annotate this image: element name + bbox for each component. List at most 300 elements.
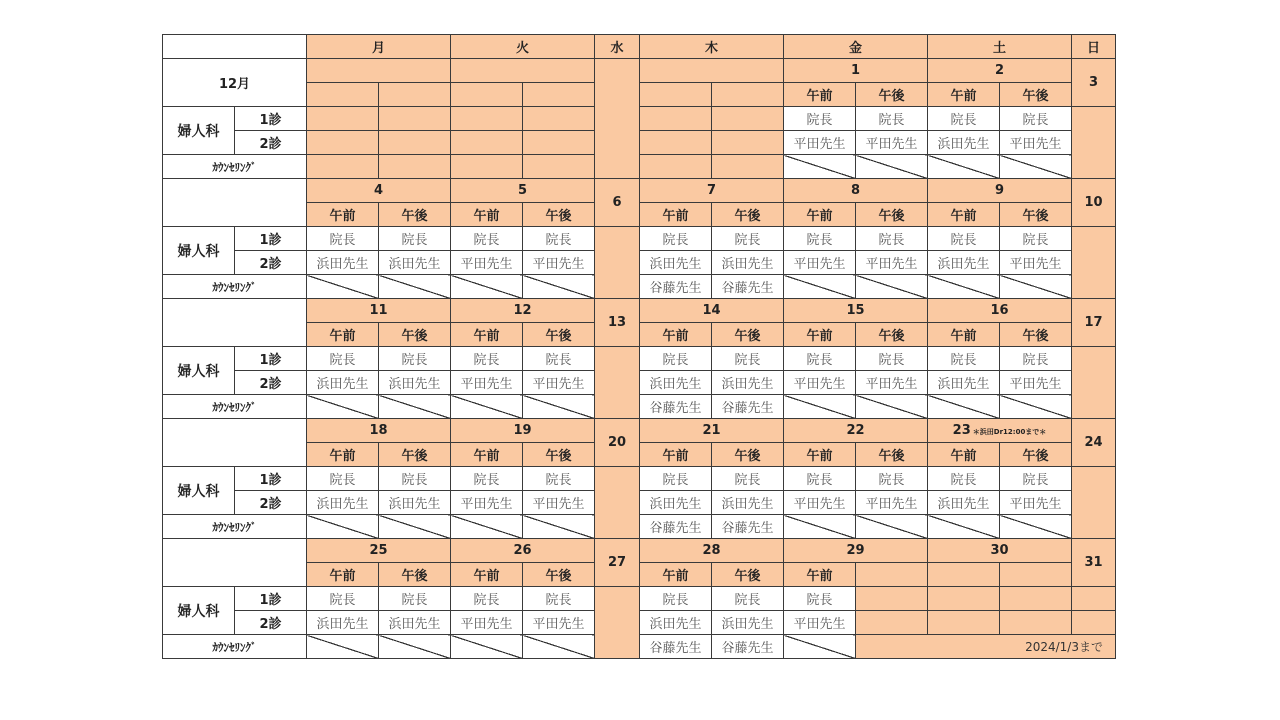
slot-empty (451, 131, 523, 155)
counseling-label: ｶｳﾝｾﾘﾝｸﾞ (163, 515, 307, 539)
slot-empty (928, 563, 1000, 587)
week3-shift2-row (163, 371, 1116, 395)
am-label: 午前 (640, 323, 712, 347)
slot-empty (640, 83, 712, 107)
doctor-cell: 院長 (523, 227, 595, 251)
counseling-label: ｶｳﾝｾﾘﾝｸﾞ (163, 395, 307, 419)
sunday-closed (1072, 587, 1116, 611)
date-cell: 25 (307, 539, 451, 563)
doctor-cell: 院長 (784, 347, 856, 371)
week4-counseling-row (163, 515, 1116, 539)
doctor-cell: 院長 (307, 347, 379, 371)
doctor-cell: 浜田先生 (307, 491, 379, 515)
am-label: 午前 (451, 443, 523, 467)
dept-label: 婦人科 (163, 107, 235, 155)
week5-shift1-row (163, 587, 1116, 611)
no-counseling-slot (307, 635, 379, 659)
corner-cell (163, 35, 307, 59)
doctor-cell: 平田先生 (1000, 131, 1072, 155)
doctor-cell: 院長 (640, 227, 712, 251)
doctor-cell: 院長 (928, 347, 1000, 371)
doctor-cell: 院長 (307, 587, 379, 611)
slot-empty (712, 107, 784, 131)
doctor-cell: 平田先生 (523, 491, 595, 515)
doctor-cell: 浜田先生 (928, 131, 1000, 155)
week3-counseling-row (163, 395, 1116, 419)
no-counseling-slot (451, 395, 523, 419)
no-counseling-slot (784, 155, 856, 179)
doctor-cell: 浜田先生 (928, 251, 1000, 275)
am-label: 午前 (640, 203, 712, 227)
no-counseling-slot (856, 395, 928, 419)
am-label: 午前 (784, 203, 856, 227)
slot-empty (1000, 587, 1072, 611)
doctor-cell: 平田先生 (1000, 251, 1072, 275)
dept-label: 婦人科 (163, 467, 235, 515)
week2-counseling-row (163, 275, 1116, 299)
slot-empty (523, 155, 595, 179)
doctor-cell: 浜田先生 (379, 491, 451, 515)
doctor-cell: 平田先生 (1000, 371, 1072, 395)
doctor-cell: 平田先生 (784, 251, 856, 275)
slot-empty (379, 131, 451, 155)
date-cell: 26 (451, 539, 595, 563)
slot-empty (307, 155, 379, 179)
pm-label: 午後 (712, 203, 784, 227)
date-cell: 8 (784, 179, 928, 203)
no-counseling-slot (928, 395, 1000, 419)
week4-shift2-row (163, 491, 1116, 515)
no-counseling-slot (523, 515, 595, 539)
holiday-until-note: 2024/1/3まで (856, 635, 1116, 659)
slot-empty (523, 83, 595, 107)
doctor-cell: 院長 (379, 467, 451, 491)
doctor-cell: 平田先生 (523, 371, 595, 395)
sunday-closed (1072, 611, 1116, 635)
pm-label: 午後 (523, 443, 595, 467)
no-counseling-slot (928, 275, 1000, 299)
month-label: 12月 (163, 59, 307, 107)
no-counseling-slot (307, 275, 379, 299)
slot-empty (523, 107, 595, 131)
pm-label: 午後 (379, 323, 451, 347)
date-cell-empty (451, 59, 595, 83)
doctor-cell: 院長 (307, 227, 379, 251)
doctor-cell: 浜田先生 (640, 251, 712, 275)
pm-label: 午後 (712, 563, 784, 587)
date-number: 23 (952, 423, 971, 438)
slot-empty (928, 611, 1000, 635)
weekday-sat: 土 (928, 35, 1072, 59)
slot-empty (307, 131, 379, 155)
week4-date-row (163, 419, 1116, 443)
week4-shift1-row (163, 467, 1116, 491)
week3-date-row (163, 299, 1116, 323)
date-cell: 28 (640, 539, 784, 563)
doctor-cell: 平田先生 (1000, 491, 1072, 515)
weekday-mon: 月 (307, 35, 451, 59)
no-counseling-slot (928, 155, 1000, 179)
slot-empty (379, 155, 451, 179)
doctor-cell: 院長 (784, 227, 856, 251)
am-label: 午前 (784, 563, 856, 587)
wednesday-closed (595, 587, 640, 659)
doctor-cell: 院長 (928, 227, 1000, 251)
date-cell: 5 (451, 179, 595, 203)
doctor-cell: 平田先生 (784, 491, 856, 515)
counseling-label: ｶｳﾝｾﾘﾝｸﾞ (163, 275, 307, 299)
no-counseling-slot (379, 395, 451, 419)
pm-label: 午後 (1000, 323, 1072, 347)
am-label: 午前 (928, 323, 1000, 347)
sunday-closed (1072, 347, 1116, 419)
doctor-cell: 院長 (928, 107, 1000, 131)
no-counseling-slot (379, 635, 451, 659)
doctor-cell: 院長 (1000, 467, 1072, 491)
pm-label: 午後 (1000, 203, 1072, 227)
am-label: 午前 (784, 323, 856, 347)
shift2-label: 2診 (235, 491, 307, 515)
week5-counseling-row (163, 635, 1116, 659)
doctor-cell: 浜田先生 (307, 251, 379, 275)
doctor-cell: 浜田先生 (640, 371, 712, 395)
date-cell: 22 (784, 419, 928, 443)
no-counseling-slot (451, 275, 523, 299)
shift2-label: 2診 (235, 371, 307, 395)
no-counseling-slot (1000, 275, 1072, 299)
am-label: 午前 (928, 443, 1000, 467)
week3-shift1-row (163, 347, 1116, 371)
week-spacer (163, 299, 307, 347)
doctor-cell: 院長 (712, 347, 784, 371)
pm-label: 午後 (856, 323, 928, 347)
pm-label: 午後 (523, 323, 595, 347)
doctor-cell: 谷藤先生 (712, 515, 784, 539)
shift1-label: 1診 (235, 107, 307, 131)
am-label: 午前 (451, 203, 523, 227)
pm-label: 午後 (379, 203, 451, 227)
no-counseling-slot (784, 275, 856, 299)
shift2-label: 2診 (235, 251, 307, 275)
no-counseling-slot (784, 515, 856, 539)
wednesday-date-cell: 20 (595, 419, 640, 467)
counseling-label: ｶｳﾝｾﾘﾝｸﾞ (163, 155, 307, 179)
am-label: 午前 (640, 563, 712, 587)
wednesday-date-cell: 27 (595, 539, 640, 587)
no-counseling-slot (523, 395, 595, 419)
am-label: 午前 (928, 83, 1000, 107)
doctor-cell: 平田先生 (856, 131, 928, 155)
week1-counseling-row (163, 155, 1116, 179)
doctor-cell: 浜田先生 (379, 611, 451, 635)
wednesday-closed (595, 467, 640, 539)
week5-shift2-row (163, 611, 1116, 635)
week1-shift2-row (163, 131, 1116, 155)
pm-label: 午後 (712, 323, 784, 347)
doctor-cell: 平田先生 (856, 251, 928, 275)
doctor-cell: 院長 (784, 587, 856, 611)
slot-empty (451, 107, 523, 131)
am-label: 午前 (784, 443, 856, 467)
slot-empty (307, 107, 379, 131)
date-cell: 18 (307, 419, 451, 443)
slot-empty (712, 131, 784, 155)
date-cell: 14 (640, 299, 784, 323)
weekday-header-row (163, 35, 1116, 59)
no-counseling-slot (784, 635, 856, 659)
am-label: 午前 (307, 323, 379, 347)
dept-label: 婦人科 (163, 227, 235, 275)
doctor-cell: 平田先生 (784, 611, 856, 635)
doctor-cell: 平田先生 (784, 371, 856, 395)
weekday-fri: 金 (784, 35, 928, 59)
pm-label: 午後 (379, 443, 451, 467)
slot-empty (379, 83, 451, 107)
no-counseling-slot (307, 515, 379, 539)
doctor-cell: 浜田先生 (712, 491, 784, 515)
sunday-closed (1072, 227, 1116, 299)
pm-label: 午後 (379, 563, 451, 587)
doctor-cell: 浜田先生 (379, 371, 451, 395)
no-counseling-slot (379, 275, 451, 299)
week5-date-row (163, 539, 1116, 563)
doctor-cell: 浜田先生 (307, 611, 379, 635)
doctor-cell: 院長 (1000, 347, 1072, 371)
week-spacer (163, 179, 307, 227)
week1-shift1-row (163, 107, 1116, 131)
slot-empty (640, 155, 712, 179)
am-label: 午前 (307, 203, 379, 227)
slot-empty (1000, 563, 1072, 587)
doctor-cell: 院長 (1000, 227, 1072, 251)
doctor-cell: 院長 (712, 227, 784, 251)
slot-empty (856, 611, 928, 635)
sunday-date-cell: 31 (1072, 539, 1116, 587)
date-cell: 9 (928, 179, 1072, 203)
doctor-cell: 浜田先生 (928, 491, 1000, 515)
doctor-cell: 院長 (451, 587, 523, 611)
no-counseling-slot (451, 515, 523, 539)
doctor-cell: 院長 (379, 227, 451, 251)
doctor-cell: 浜田先生 (640, 611, 712, 635)
weekday-sun: 日 (1072, 35, 1116, 59)
pm-label: 午後 (856, 443, 928, 467)
doctor-cell: 院長 (856, 467, 928, 491)
doctor-cell: 院長 (640, 347, 712, 371)
date-cell: 7 (640, 179, 784, 203)
pm-label: 午後 (1000, 83, 1072, 107)
slot-empty (856, 563, 928, 587)
slot-empty (712, 83, 784, 107)
pm-label: 午後 (856, 203, 928, 227)
doctor-cell: 院長 (523, 467, 595, 491)
no-counseling-slot (928, 515, 1000, 539)
pm-label: 午後 (712, 443, 784, 467)
sunday-closed (1072, 467, 1116, 539)
doctor-cell: 平田先生 (451, 611, 523, 635)
doctor-cell: 谷藤先生 (640, 515, 712, 539)
doctor-cell: 浜田先生 (928, 371, 1000, 395)
date-cell-empty (307, 59, 451, 83)
doctor-cell: 院長 (523, 587, 595, 611)
date-cell: 12 (451, 299, 595, 323)
slot-empty (307, 83, 379, 107)
date-cell: 19 (451, 419, 595, 443)
sunday-date-cell: 17 (1072, 299, 1116, 347)
am-label: 午前 (307, 443, 379, 467)
no-counseling-slot (523, 635, 595, 659)
slot-empty (856, 587, 928, 611)
date-cell: 1 (784, 59, 928, 83)
am-label: 午前 (307, 563, 379, 587)
slot-empty (451, 155, 523, 179)
date-cell: 2 (928, 59, 1072, 83)
doctor-cell: 院長 (640, 467, 712, 491)
shift2-label: 2診 (235, 611, 307, 635)
weekday-thu: 木 (640, 35, 784, 59)
slot-empty (640, 107, 712, 131)
doctor-cell: 院長 (523, 347, 595, 371)
doctor-cell: 平田先生 (856, 491, 928, 515)
slot-empty (928, 587, 1000, 611)
date-cell-empty (640, 59, 784, 83)
slot-empty (1000, 611, 1072, 635)
week2-shift2-row (163, 251, 1116, 275)
am-label: 午前 (640, 443, 712, 467)
december-schedule-table (162, 34, 1116, 659)
date-cell: 4 (307, 179, 451, 203)
no-counseling-slot (1000, 155, 1072, 179)
slot-empty (712, 155, 784, 179)
wednesday-closed (595, 227, 640, 299)
no-counseling-slot (379, 515, 451, 539)
doctor-cell: 院長 (712, 467, 784, 491)
doctor-cell: 浜田先生 (712, 251, 784, 275)
date-cell: 16 (928, 299, 1072, 323)
doctor-cell: 院長 (712, 587, 784, 611)
doctor-cell: 浜田先生 (712, 611, 784, 635)
sunday-date-cell: 10 (1072, 179, 1116, 227)
doctor-cell: 院長 (640, 587, 712, 611)
shift1-label: 1診 (235, 347, 307, 371)
doctor-cell: 浜田先生 (712, 371, 784, 395)
no-counseling-slot (1000, 395, 1072, 419)
slot-empty (523, 131, 595, 155)
shift1-label: 1診 (235, 587, 307, 611)
wed-column-week1 (595, 59, 640, 179)
week2-date-row (163, 179, 1116, 203)
doctor-cell: 院長 (379, 347, 451, 371)
am-label: 午前 (784, 83, 856, 107)
wednesday-date-cell: 6 (595, 179, 640, 227)
date-cell: 15 (784, 299, 928, 323)
doctor-cell: 院長 (928, 467, 1000, 491)
date-cell: 30 (928, 539, 1072, 563)
dept-label: 婦人科 (163, 587, 235, 635)
no-counseling-slot (307, 395, 379, 419)
am-label: 午前 (451, 563, 523, 587)
doctor-cell: 平田先生 (451, 371, 523, 395)
doctor-cell: 浜田先生 (379, 251, 451, 275)
week2-shift1-row (163, 227, 1116, 251)
date-cell: 11 (307, 299, 451, 323)
no-counseling-slot (856, 155, 928, 179)
pm-label: 午後 (523, 563, 595, 587)
slot-empty (451, 83, 523, 107)
doctor-cell: 院長 (784, 107, 856, 131)
week-spacer (163, 419, 307, 467)
doctor-cell: 院長 (451, 467, 523, 491)
doctor-cell: 谷藤先生 (712, 635, 784, 659)
doctor-cell: 院長 (307, 467, 379, 491)
doctor-cell: 谷藤先生 (712, 275, 784, 299)
doctor-cell: 院長 (784, 467, 856, 491)
sunday-closed (1072, 107, 1116, 179)
no-counseling-slot (784, 395, 856, 419)
doctor-cell: 院長 (1000, 107, 1072, 131)
doctor-cell: 平田先生 (451, 251, 523, 275)
pm-label: 午後 (856, 83, 928, 107)
pm-label: 午後 (1000, 443, 1072, 467)
sunday-date-cell: 3 (1072, 59, 1116, 107)
doctor-cell: 院長 (856, 107, 928, 131)
am-label: 午前 (451, 323, 523, 347)
am-label: 午前 (928, 203, 1000, 227)
slot-empty (379, 107, 451, 131)
dept-label: 婦人科 (163, 347, 235, 395)
wednesday-closed (595, 347, 640, 419)
no-counseling-slot (1000, 515, 1072, 539)
doctor-cell: 谷藤先生 (640, 395, 712, 419)
week1-date-row (163, 59, 1116, 83)
no-counseling-slot (856, 275, 928, 299)
shift1-label: 1診 (235, 227, 307, 251)
doctor-cell: 院長 (856, 347, 928, 371)
date-cell: 29 (784, 539, 928, 563)
date-cell-with-memo (928, 419, 1072, 443)
wednesday-date-cell: 13 (595, 299, 640, 347)
doctor-cell: 平田先生 (856, 371, 928, 395)
doctor-cell: 浜田先生 (307, 371, 379, 395)
doctor-cell: 院長 (451, 347, 523, 371)
no-counseling-slot (856, 515, 928, 539)
slot-empty (640, 131, 712, 155)
doctor-cell: 院長 (451, 227, 523, 251)
doctor-cell: 平田先生 (784, 131, 856, 155)
no-counseling-slot (523, 275, 595, 299)
doctor-cell: 平田先生 (451, 491, 523, 515)
pm-label: 午後 (523, 203, 595, 227)
doctor-cell: 院長 (856, 227, 928, 251)
week-spacer (163, 539, 307, 587)
counseling-label: ｶｳﾝｾﾘﾝｸﾞ (163, 635, 307, 659)
shift2-label: 2診 (235, 131, 307, 155)
date-cell: 21 (640, 419, 784, 443)
doctor-cell: 谷藤先生 (640, 635, 712, 659)
doctor-cell: 谷藤先生 (712, 395, 784, 419)
no-counseling-slot (451, 635, 523, 659)
weekday-tue: 火 (451, 35, 595, 59)
doctor-cell: 平田先生 (523, 251, 595, 275)
weekday-wed: 水 (595, 35, 640, 59)
hamada-until-noon-memo: ＊浜田Dr12:00まで＊ (972, 428, 1047, 436)
sunday-date-cell: 24 (1072, 419, 1116, 467)
doctor-cell: 谷藤先生 (640, 275, 712, 299)
doctor-cell: 浜田先生 (640, 491, 712, 515)
doctor-cell: 平田先生 (523, 611, 595, 635)
doctor-cell: 院長 (379, 587, 451, 611)
shift1-label: 1診 (235, 467, 307, 491)
